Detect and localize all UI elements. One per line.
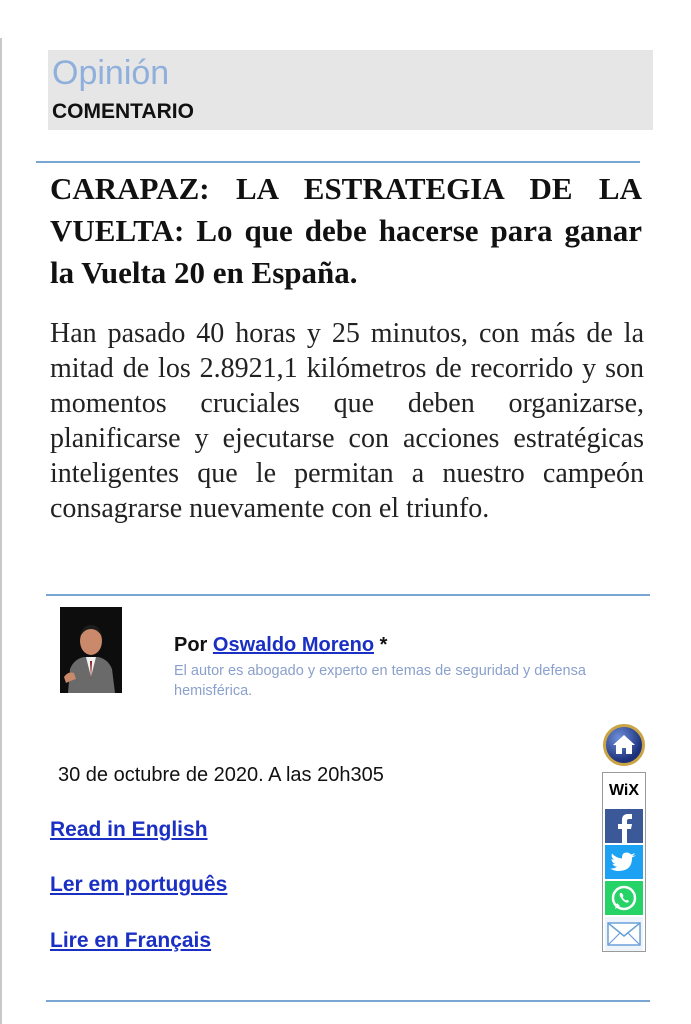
author-note: El autor es abogado y experto en temas de seguridad y defensa hemisférica. (174, 663, 586, 699)
read-in-english-link[interactable]: Read in English (50, 818, 208, 841)
share-bar (602, 772, 646, 952)
wix-icon: WiX (608, 782, 640, 799)
author-name-link[interactable]: Oswaldo Moreno (212, 634, 375, 656)
section-title[interactable]: Opinión (52, 54, 170, 92)
middle-divider (46, 594, 650, 596)
left-border (0, 38, 2, 1024)
whatsapp-icon (605, 881, 643, 915)
section-subtitle: COMENTARIO (52, 100, 194, 123)
lire-en-francais-link[interactable]: Lire en Français (50, 929, 212, 952)
home-button[interactable] (603, 724, 645, 766)
article-headline: CARAPAZ: LA ESTRATEGIA DE LA VUELTA: Lo que debe hacerse para ganar la Vuelta 20 en España. (50, 171, 642, 290)
twitter-icon (605, 845, 643, 879)
publish-date: 30 de octubre de 2020. A las 20h305 (58, 764, 384, 786)
author-photo (60, 607, 122, 693)
email-share-button[interactable] (605, 917, 643, 951)
byline (174, 634, 387, 657)
facebook-icon (605, 809, 643, 843)
whatsapp-share-button[interactable] (605, 881, 643, 915)
top-divider (36, 161, 640, 163)
byline-prefix: Por (174, 634, 208, 656)
byline-asterisk: * (379, 634, 388, 656)
twitter-share-button[interactable] (605, 845, 643, 879)
facebook-share-button[interactable] (605, 809, 643, 843)
article-lead: Han pasado 40 horas y 25 minutos, con más de la mitad de los 2.8921,1 kilómetros de recorrido y son momentos cruciales que deben organizarse, planificarse y ejecutarse con acciones estratégicas inteligentes que le permitan a nuestro campeón consagrarse nuevamente con el triunfo. (50, 318, 644, 524)
wix-button[interactable] (605, 774, 643, 808)
bottom-divider (46, 1000, 650, 1002)
ler-em-portugues-link[interactable]: Ler em português (50, 873, 228, 896)
email-icon (605, 917, 643, 951)
section-header (48, 50, 653, 130)
home-icon (606, 727, 642, 763)
